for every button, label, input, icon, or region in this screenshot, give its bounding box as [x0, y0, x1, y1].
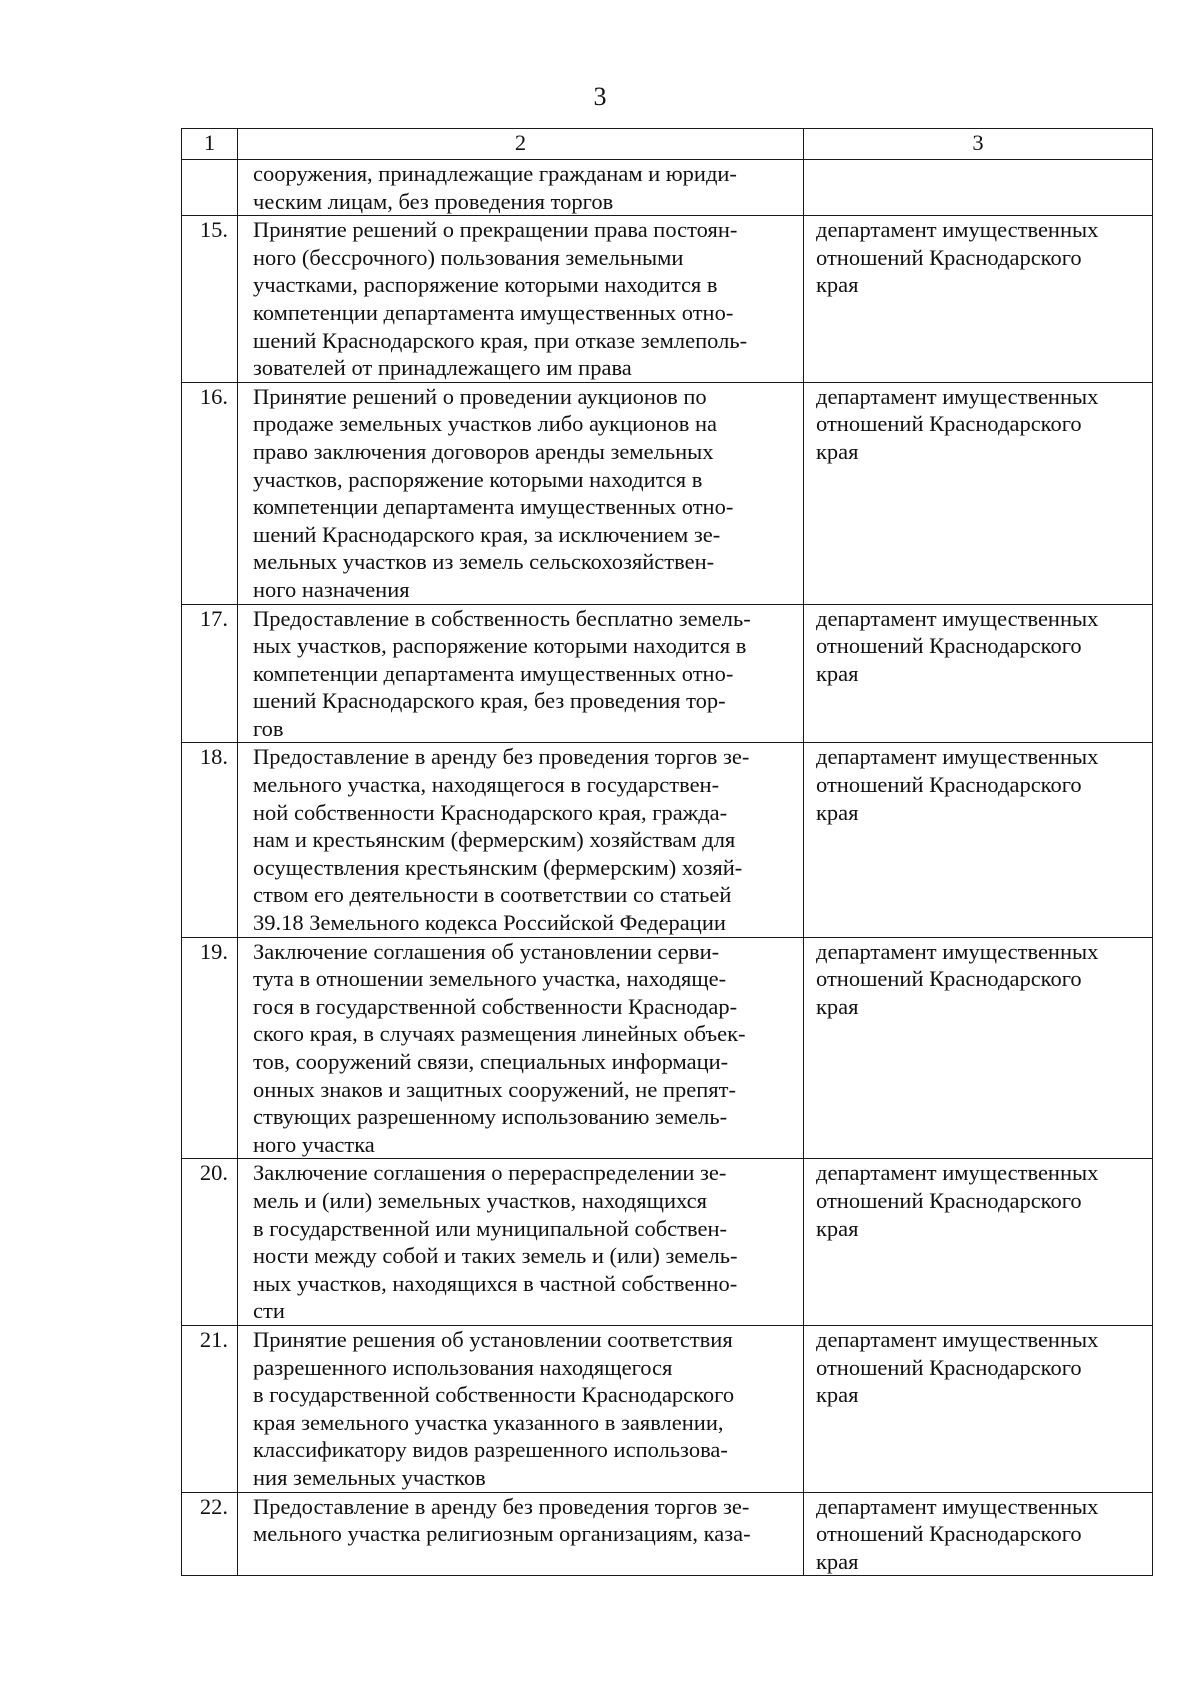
responsible-body: [804, 743, 1153, 937]
description-line: тов, сооружений связи, специальных информаци-: [253, 1049, 729, 1074]
description-line: зователей от принадлежащего им права: [253, 355, 632, 381]
description-line: ния земельных участков: [253, 1464, 486, 1490]
description-line: ного (бессрочного) пользования земельными: [253, 244, 684, 270]
service-description: [238, 382, 804, 604]
responsible-body: [804, 160, 1153, 216]
description-line: сооружения, принадлежащие гражданам и юриди-: [253, 161, 737, 186]
service-description: [238, 160, 804, 216]
description-line: ствующих разрешенному использованию земель-: [253, 1104, 728, 1130]
responsible-line: департамент имущественных: [816, 605, 1099, 631]
description-line: Предоставление в собственность бесплатно земель-: [253, 605, 751, 631]
responsible-body: [804, 1159, 1153, 1326]
row-number: [182, 160, 238, 216]
header-col-2: 2: [238, 129, 804, 160]
description-line: классификатору видов разрешенного использова-: [253, 1437, 728, 1463]
description-line: ством его деятельности в соответствии со статьей: [253, 882, 732, 908]
description-line: мель и (или) земельных участков, находящихся: [253, 1187, 707, 1213]
description-line: ных участков, находящихся в частной собственно-: [253, 1270, 738, 1296]
description-line: тута в отношении земельного участка, находяще-: [253, 966, 727, 992]
row-number: 19.: [182, 937, 238, 1159]
description-line: 39.18 Земельного кодекса Российской Федерации: [253, 910, 726, 936]
description-line: ности между собой и таких земель и (или) земель-: [253, 1243, 738, 1269]
row-number: 18.: [182, 743, 238, 937]
description-line: нам и крестьянским (фермерским) хозяйствам для: [253, 827, 736, 853]
description-line: шений Краснодарского края, при отказе землеполь-: [253, 327, 748, 353]
responsible-line: отношений Краснодарского: [816, 772, 1082, 798]
responsible-line: края: [816, 660, 859, 686]
service-description: [238, 604, 804, 743]
description-line: участками, распоряжение которыми находится в: [253, 272, 718, 298]
responsible-body: [804, 216, 1153, 383]
description-line: сти: [253, 1298, 285, 1324]
description-line: Заключение соглашения об установлении серви-: [253, 938, 720, 964]
service-description: [238, 743, 804, 937]
responsible-body: [804, 604, 1153, 743]
responsible-line: департамент имущественных: [816, 1160, 1099, 1186]
responsible-body: [804, 937, 1153, 1159]
description-line: гося в государственной собственности Краснодар-: [253, 993, 738, 1019]
description-line: мельного участка, находящегося в государствен-: [253, 772, 720, 798]
description-line: Заключение соглашения о перераспределении зе-: [253, 1160, 727, 1186]
service-description: [238, 1159, 804, 1326]
responsible-line: края: [816, 799, 859, 825]
services-table: [181, 128, 1153, 1576]
table-row: [182, 382, 1153, 604]
responsible-line: отношений Краснодарского: [816, 966, 1082, 992]
table-header-row: [182, 129, 1153, 160]
responsible-body: [804, 1492, 1153, 1576]
table-row: [182, 1492, 1153, 1576]
responsible-line: края: [816, 272, 859, 298]
description-line: шений Краснодарского края, без проведения тор-: [253, 688, 726, 714]
service-description: [238, 1492, 804, 1576]
description-line: Принятие решений о проведении аукционов по: [253, 383, 707, 409]
description-line: мельного участка религиозным организациям, каза-: [253, 1521, 751, 1547]
description-line: компетенции департамента имущественных отно-: [253, 494, 734, 520]
responsible-line: отношений Краснодарского: [816, 1354, 1082, 1380]
row-number: 20.: [182, 1159, 238, 1326]
table-row: [182, 937, 1153, 1159]
description-line: ного назначения: [253, 576, 410, 602]
description-line: края земельного участка указанного в заявлении,: [253, 1409, 724, 1435]
description-line: Предоставление в аренду без проведения торгов зе-: [253, 744, 750, 770]
responsible-body: [804, 1325, 1153, 1492]
description-line: в государственной или муниципальной собствен-: [253, 1215, 728, 1241]
table-row: [182, 743, 1153, 937]
description-line: шений Краснодарского края, за исключением зе-: [253, 521, 721, 547]
responsible-line: департамент имущественных: [816, 217, 1099, 243]
description-line: ского края, в случаях размещения линейных объек-: [253, 1021, 746, 1047]
responsible-line: отношений Краснодарского: [816, 244, 1082, 270]
service-description: [238, 1325, 804, 1492]
row-number: 22.: [182, 1492, 238, 1576]
header-col-1: 1: [182, 129, 238, 160]
table-row: [182, 1159, 1153, 1326]
responsible-line: департамент имущественных: [816, 383, 1099, 409]
table-row: [182, 160, 1153, 216]
row-number: 17.: [182, 604, 238, 743]
responsible-body: [804, 382, 1153, 604]
description-line: ных участков, распоряжение которыми находится в: [253, 633, 747, 659]
responsible-line: края: [816, 1215, 859, 1241]
responsible-line: департамент имущественных: [816, 938, 1099, 964]
responsible-line: отношений Краснодарского: [816, 1187, 1082, 1213]
description-line: ного участка: [253, 1131, 375, 1157]
description-line: Принятие решения об установлении соответствия: [253, 1326, 733, 1352]
service-description: [238, 937, 804, 1159]
description-line: компетенции департамента имущественных отно-: [253, 660, 734, 686]
table-row: [182, 1325, 1153, 1492]
responsible-line: края: [816, 993, 859, 1019]
header-col-3: 3: [804, 129, 1153, 160]
responsible-line: края: [816, 1548, 859, 1574]
description-line: ческим лицам, без проведения торгов: [253, 188, 614, 214]
description-line: продаже земельных участков либо аукционов на: [253, 411, 717, 437]
responsible-line: края: [816, 1382, 859, 1408]
description-line: право заключения договоров аренды земельных: [253, 438, 714, 464]
description-line: Предоставление в аренду без проведения торгов зе-: [253, 1493, 750, 1519]
description-line: разрешенного использования находящегося: [253, 1354, 673, 1380]
table-row: [182, 216, 1153, 383]
description-line: ной собственности Краснодарского края, гражда-: [253, 799, 728, 825]
page-number: 3: [593, 82, 607, 111]
responsible-line: отношений Краснодарского: [816, 1521, 1082, 1547]
responsible-line: департамент имущественных: [816, 1493, 1099, 1519]
description-line: компетенции департамента имущественных отно-: [253, 299, 734, 325]
description-line: мельных участков из земель сельскохозяйствен-: [253, 549, 715, 575]
row-number: 15.: [182, 216, 238, 383]
row-number: 21.: [182, 1325, 238, 1492]
table-row: [182, 604, 1153, 743]
row-number: 16.: [182, 382, 238, 604]
description-line: гов: [253, 715, 284, 741]
responsible-line: отношений Краснодарского: [816, 411, 1082, 437]
description-line: осуществления крестьянским (фермерским) хозяй-: [253, 854, 743, 880]
description-line: в государственной собственности Краснодарского: [253, 1382, 735, 1408]
description-line: Принятие решений о прекращении права постоян-: [253, 217, 738, 243]
description-line: онных знаков и защитных сооружений, не препят-: [253, 1076, 736, 1102]
responsible-line: департамент имущественных: [816, 1326, 1099, 1352]
responsible-line: отношений Краснодарского: [816, 633, 1082, 659]
description-line: участков, распоряжение которыми находится в: [253, 466, 703, 492]
responsible-line: департамент имущественных: [816, 744, 1099, 770]
responsible-line: края: [816, 438, 859, 464]
service-description: [238, 216, 804, 383]
